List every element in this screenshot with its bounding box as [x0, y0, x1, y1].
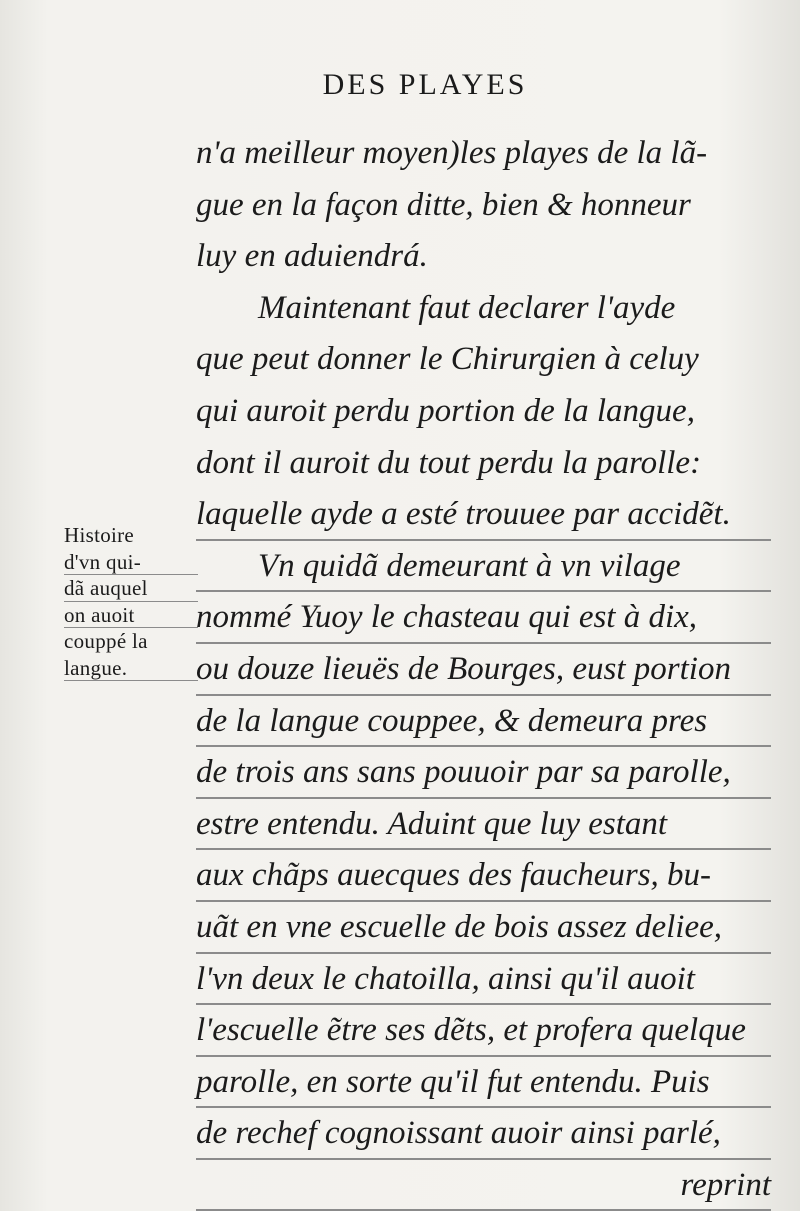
running-head: DES PLAYES — [322, 68, 528, 101]
text-line: qui auroit perdu portion de la langue, — [196, 392, 695, 429]
main-text-block — [196, 128, 771, 1211]
text-line: l'vn deux le chatoilla, ainsi qu'il auoit — [196, 954, 771, 1006]
text-line: l'escuelle ẽtre ses dẽts, et profera quelque — [196, 1005, 771, 1057]
margin-note-line: dã auquel — [64, 575, 198, 602]
margin-note-line: d'vn qui- — [64, 549, 198, 576]
text-line: Maintenant faut declarer l'ayde — [258, 289, 676, 326]
text-line: n'a meilleur moyen)les playes de la lã- — [196, 135, 708, 171]
margin-note-line: Histoire — [64, 523, 135, 547]
text-line: de trois ans sans pouuoir par sa parolle, — [196, 747, 771, 799]
text-line: dont il auroit du tout perdu la parolle: — [196, 444, 702, 481]
text-line: parolle, en sorte qu'il fut entendu. Puis — [196, 1057, 771, 1109]
text-line: de la langue couppee, & demeura pres — [196, 696, 771, 748]
text-line: uãt en vne escuelle de bois assez deliee, — [196, 902, 771, 954]
margin-note — [64, 522, 198, 681]
text-line: ou douze lieuës de Bourges, eust portion — [196, 644, 771, 696]
text-line: Vn quidã demeurant à vn vilage — [196, 541, 771, 593]
catchword: reprint — [196, 1160, 771, 1211]
margin-note-line: couppé la — [64, 629, 148, 653]
text-line: estre entendu. Aduint que luy estant — [196, 799, 771, 851]
text-line: nommé Yuoy le chasteau qui est à dix, — [196, 592, 771, 644]
text-line: gue en la façon ditte, bien & honneur — [196, 186, 691, 223]
text-line: aux chãps auecques des faucheurs, bu- — [196, 850, 771, 902]
text-line: que peut donner le Chirurgien à celuy — [196, 341, 699, 378]
text-line: de rechef cognoissant auoir ainsi parlé, — [196, 1108, 771, 1160]
margin-note-line: langue. — [64, 655, 198, 682]
text-line: luy en aduiendrá. — [196, 238, 428, 275]
text-line: laquelle ayde a esté trouuee par accidẽt. — [196, 489, 771, 541]
margin-note-line: on auoit — [64, 602, 198, 629]
